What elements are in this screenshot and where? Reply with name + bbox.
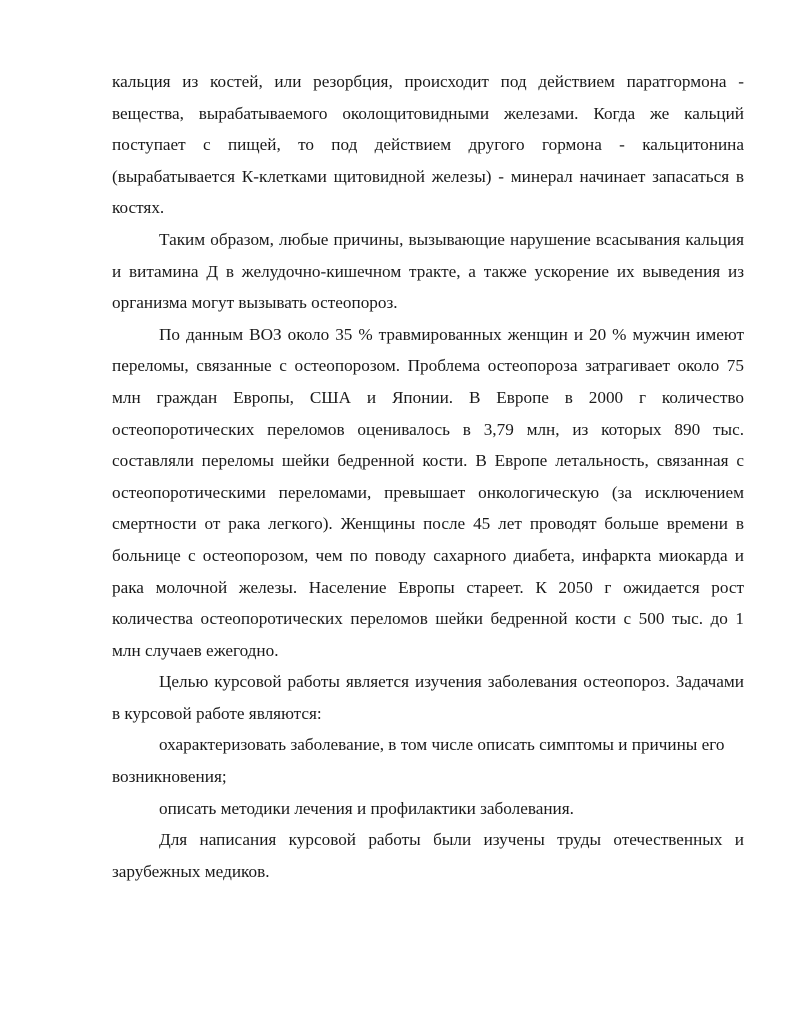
task-item-characterize: охарактеризовать заболевание, в том числе описать симптомы и причины его возникновения; [112,735,725,787]
paragraph-causes-summary: Таким образом, любые причины, вызывающие нарушение всасывания кальция и витамина Д в желудочно-кишечном тракте, а также ускорение их выведения из организма могут вызывать остеопороз. [112,229,744,313]
paragraph-calcium-resorption: кальция из костей, или резорбция, происходит под действием паратгормона - вещества, вырабатываемого околощитовидными железами. Когда же кальций поступает с пищей, то под действием другого гормона - кальцитонина (вырабатывается К-клетками щитовидной железы) - минерал начинает запасаться в костях. [112,72,744,218]
paragraph-who-statistics: По данным ВОЗ около 35 % травмированных женщин и 20 % мужчин имеют переломы, связанные с остеопорозом. Проблема остеопороза затрагивает около 75 млн граждан Европы, США и Японии. В Европе в 2000 г количество остеопоротических переломов оценивалось в 3,79 млн, из которых 890 тыс. составляли переломы шейки бедренной кости. В Европе летальность, связанная с остеопоротическими переломами, превышает онкологическую (за исключением смертности от рака легкого). Женщины после 45 лет проводят больше времени в больнице с остеопорозом, чем по поводу сахарного диабета, инфаркта миокарда и рака молочной железы. Население Европы стареет. К 2050 г ожидается рост количества остеопоротических переломов шейки бедренной кости с 500 тыс. до 1 млн случаев ежегодно. [112,324,744,660]
paragraph-course-goal: Целью курсовой работы является изучения заболевания остеопороз. Задачами в курсовой работе являются: [112,672,744,723]
paragraph-sources: Для написания курсовой работы были изучены труды отечественных и зарубежных медиков. [112,830,744,881]
task-item-treatment: описать методики лечения и профилактики заболевания. [159,798,574,818]
document-page [112,66,744,887]
